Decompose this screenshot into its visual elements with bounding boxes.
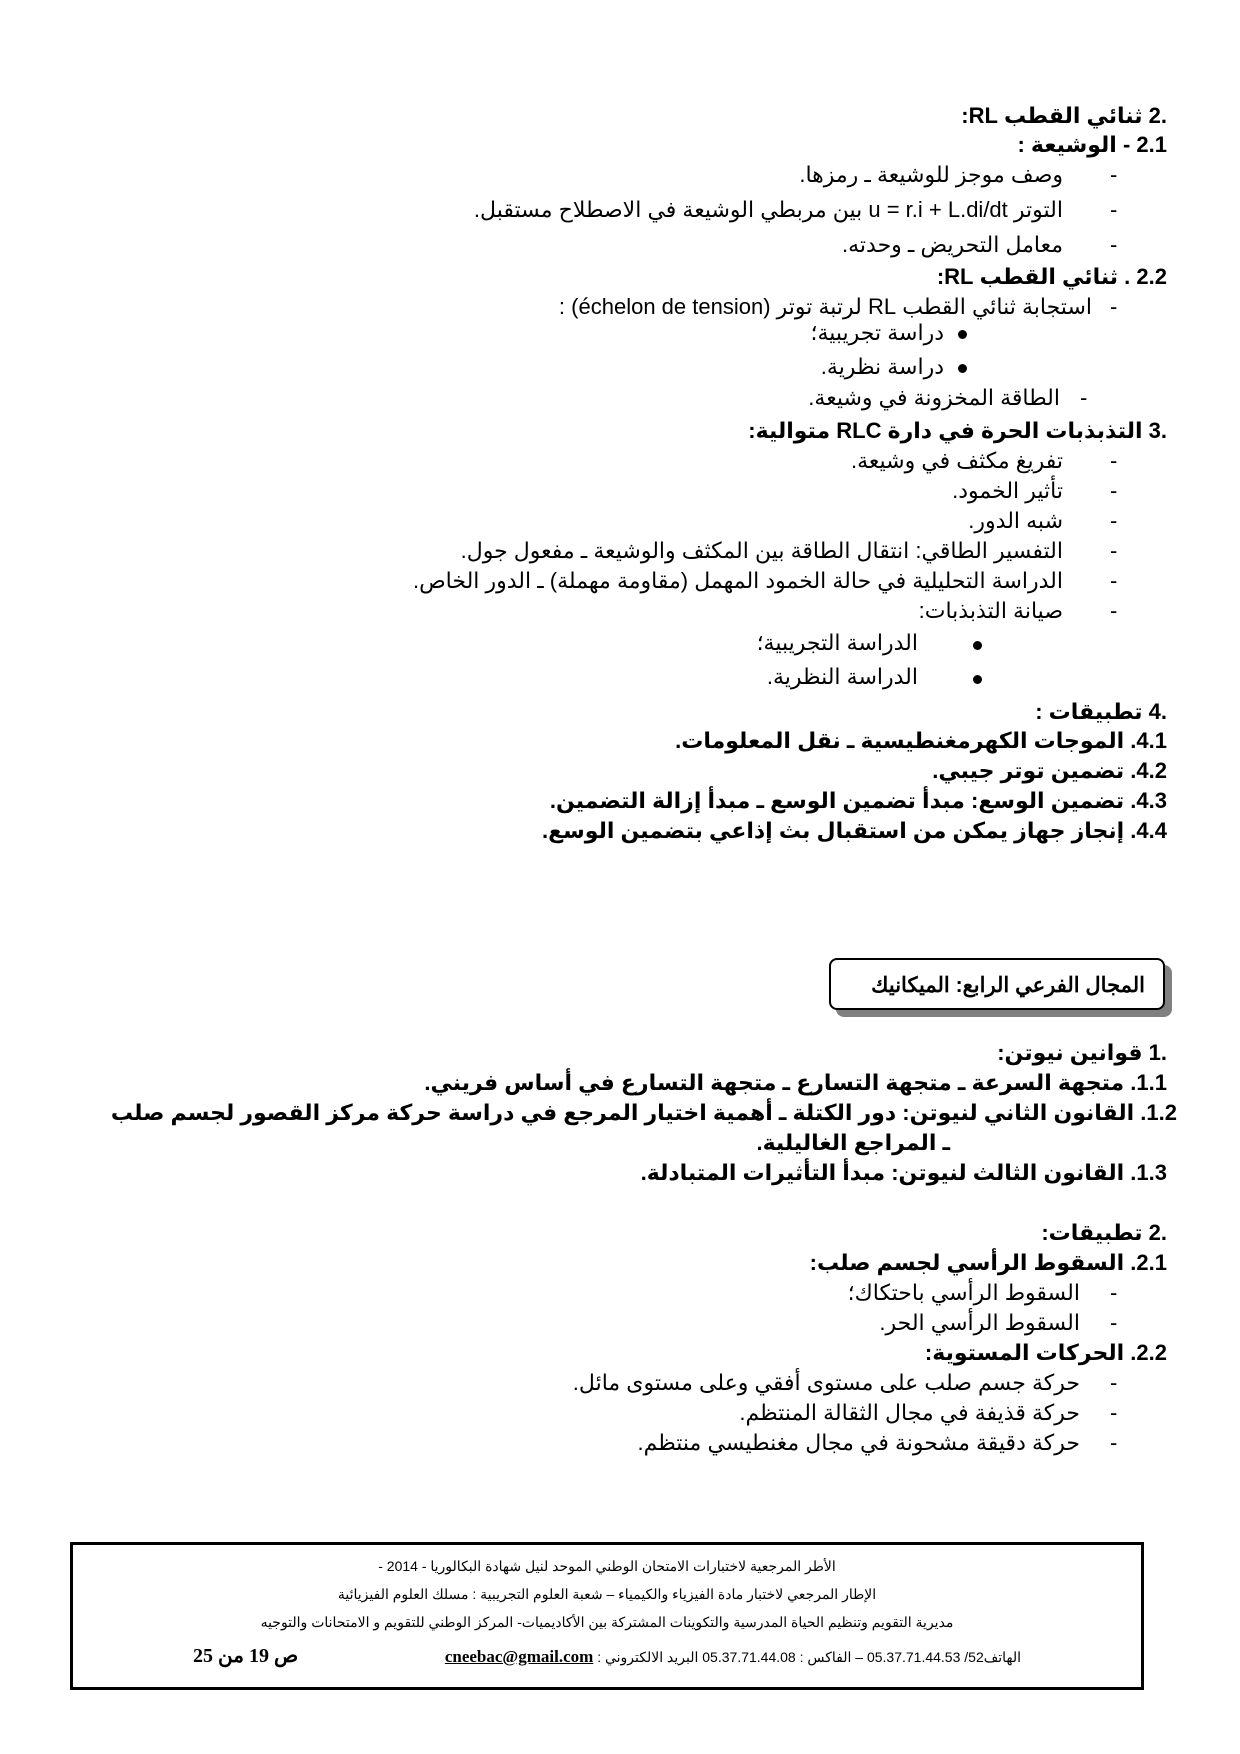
list-item: وصف موجز للوشيعة ـ رمزها. bbox=[799, 162, 1063, 187]
list-item: دراسة نظرية. bbox=[820, 354, 944, 379]
list-item: 4.4. إنجاز جهاز يمكن من استقبال بث إذاعي بتضمين الوسع. bbox=[542, 818, 1167, 843]
list-item: شبه الدور. bbox=[968, 508, 1063, 533]
mech-section-1-title: .1 قوانين نيوتن: bbox=[997, 1040, 1167, 1065]
list-item: حركة جسم صلب على مستوى أفقي وعلى مستوى مائل. bbox=[572, 1370, 1080, 1395]
dash-bullet: - bbox=[1110, 1370, 1118, 1395]
footer-line-2: الإطار المرجعي لاختبار مادة الفيزياء والكيمياء – شعبة العلوم التجريبية : مسلك العلوم الفيزيائية bbox=[337, 1586, 877, 1602]
list-item: معامل التحريض ـ وحدته. bbox=[842, 232, 1063, 257]
section-2-1-title: 2.1 - الوشيعة : bbox=[1017, 132, 1167, 157]
subdomain-banner: المجال الفرعي الرابع: الميكانيك bbox=[829, 958, 1165, 1010]
list-item: 1.2. القانون الثاني لنيوتن: دور الكتلة ـ أهمية اختيار المرجع في دراسة حركة مركز القصور لجسم صلب bbox=[110, 1100, 1177, 1125]
list-item: الدراسة التحليلية في حالة الخمود المهمل (مقاومة مهملة) ـ الدور الخاص. bbox=[412, 568, 1063, 593]
list-item: 4.3. تضمين الوسع: مبدأ تضمين الوسع ـ مبدأ إزالة التضمين. bbox=[549, 788, 1167, 813]
dash-bullet: - bbox=[1110, 568, 1118, 593]
dash-bullet: - bbox=[1080, 385, 1088, 410]
dash-bullet: - bbox=[1110, 1400, 1118, 1425]
list-item: السقوط الرأسي الحر. bbox=[879, 1310, 1080, 1335]
mech-section-2-title: .2 تطبيقات: bbox=[1041, 1220, 1167, 1245]
section-3-title: .3 التذبذبات الحرة في دارة RLC متوالية: bbox=[748, 418, 1167, 443]
list-item: التوتر u = r.i + L.di/dt بين مربطي الوشيعة في الاصطلاح مستقبل. bbox=[473, 197, 1063, 222]
page-number: ص 19 من 25 bbox=[193, 1645, 299, 1667]
list-item: الطاقة المخزونة في وشيعة. bbox=[808, 385, 1060, 410]
section-4-title: .4 تطبيقات : bbox=[1035, 699, 1167, 724]
section-2-2-title: 2.2 . ثنائي القطب RL: bbox=[936, 264, 1167, 289]
list-item: حركة قذيفة في مجال الثقالة المنتظم. bbox=[739, 1400, 1080, 1425]
list-item: 4.1. الموجات الكهرمغنطيسية ـ نقل المعلومات. bbox=[675, 728, 1167, 753]
dash-bullet: - bbox=[1110, 1310, 1118, 1335]
dash-bullet: - bbox=[1110, 478, 1118, 503]
list-item: حركة دقيقة مشحونة في مجال مغنطيسي منتظم. bbox=[637, 1430, 1080, 1455]
bullet-dot bbox=[973, 675, 982, 684]
list-item: السقوط الرأسي باحتكاك؛ bbox=[847, 1280, 1080, 1305]
section-2-title: .2 ثنائي القطب RL: bbox=[961, 103, 1167, 128]
list-item: 4.2. تضمين توتر جيبي. bbox=[932, 758, 1167, 783]
list-item: استجابة ثنائي القطب RL لرتبة توتر (échelon de tension) : bbox=[558, 294, 1092, 319]
list-item: التفسير الطاقي: انتقال الطاقة بين المكثف والوشيعة ـ مفعول جول. bbox=[460, 538, 1063, 563]
footer-contact-text: الهاتف52/ 05.37.71.44.53 – الفاكس : 05.37.71.44.08 البريد الالكتروني : bbox=[597, 1649, 1021, 1665]
dash-bullet: - bbox=[1110, 1280, 1118, 1305]
footer-line-1: الأطر المرجعية لاختبارات الامتحان الوطني الموحد لنيل شهادة البكالوريا - 2014 - bbox=[378, 1558, 836, 1574]
bullet-dot bbox=[973, 641, 982, 650]
footer-contact bbox=[445, 1647, 1021, 1667]
list-item: 1.1. متجهة السرعة ـ متجهة التسارع ـ متجهة التسارع في أساس فريني. bbox=[424, 1070, 1167, 1095]
dash-bullet: - bbox=[1110, 448, 1118, 473]
footer-line-3: مديرية التقويم وتنظيم الحياة المدرسية والتكوينات المشتركة بين الأكاديميات- المركز الوطني للتقويم و الامتحانات والتوجيه bbox=[260, 1614, 954, 1630]
dash-bullet: - bbox=[1110, 232, 1118, 257]
list-item: ـ المراجع الغاليلية. bbox=[756, 1130, 950, 1155]
dash-bullet: - bbox=[1110, 1430, 1118, 1455]
mech-section-2-2-title: 2.2. الحركات المستوية: bbox=[924, 1340, 1167, 1365]
list-item: الدراسة النظرية. bbox=[766, 664, 918, 689]
dash-bullet: - bbox=[1110, 538, 1118, 563]
list-item: تأثير الخمود. bbox=[952, 478, 1063, 503]
list-item: 1.3. القانون الثالث لنيوتن: مبدأ التأثيرات المتبادلة. bbox=[640, 1160, 1167, 1185]
bullet-dot bbox=[958, 364, 967, 373]
dash-bullet: - bbox=[1110, 508, 1118, 533]
mech-section-2-1-title: 2.1. السقوط الرأسي لجسم صلب: bbox=[809, 1250, 1167, 1275]
dash-bullet: - bbox=[1110, 162, 1118, 187]
dash-bullet: - bbox=[1110, 598, 1118, 623]
bullet-dot bbox=[958, 330, 967, 339]
list-item: دراسة تجريبية؛ bbox=[810, 320, 944, 345]
footer-email-link[interactable]: cneebac@gmail.com bbox=[444, 1647, 594, 1666]
dash-bullet: - bbox=[1110, 294, 1118, 319]
list-item: تفريغ مكثف في وشيعة. bbox=[851, 448, 1063, 473]
dash-bullet: - bbox=[1110, 197, 1118, 222]
footer-box bbox=[70, 1542, 1144, 1690]
list-item: الدراسة التجريبية؛ bbox=[756, 630, 918, 655]
list-item: صيانة التذبذبات: bbox=[918, 598, 1063, 623]
